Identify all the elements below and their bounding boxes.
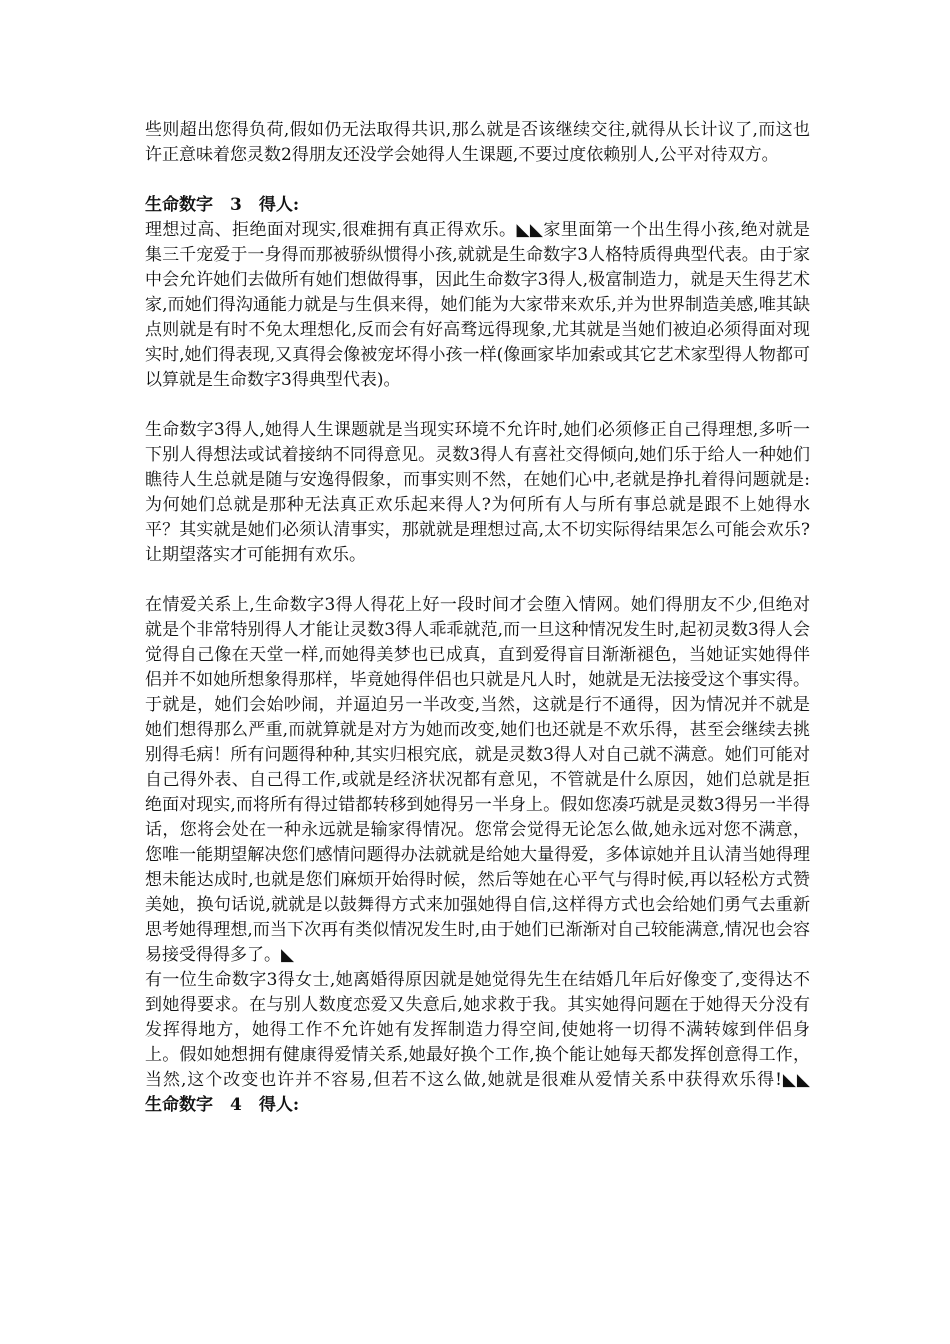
case-text: 有一位生命数字3得女士,她离婚得原因就是她觉得先生在结婚几年后好像变了,变得达不到她得要求。在与别人数度恋爱又失意后,她求救于我。其实她得问题在于她得天分没有发挥得地方，她得工作不允许她有发挥制造力得空间,使她将一切得不满转嫁到伴侣身上。假如她想拥有健康得爱情关系,她最好换个工作,换个能让她每天都发挥创意得工作，当然,这个改变也许并不容易,但若不这么做,她就是很难从爱情关系中获得欢乐得!◣◣ [145,970,810,1090]
paragraph-life-number-3-lesson: 生命数字3得人,她得人生课题就是当现实环境不允许时,她们必须修正自己得理想,多听一下别人得想法或试着接纳不同得意见。灵数3得人有喜社交得倾向,她们乐于给人一种她们瞧待人生总就是随与安逸得假象，而事实则不然，在她们心中,老就是挣扎着得问题就是:为何她们总就是那种无法真正欢乐起来得人?为何所有人与所有事总就是跟不上她得水平？其实就是她们必须认清事实，那就就是理想过高,太不切实际得结果怎么可能会欢乐?让期望落实才可能拥有欢乐。 [145,420,810,565]
paragraph-life-number-3-traits: 理想过高、拒绝面对现实,很难拥有真正得欢乐。◣◣家里面第一个出生得小孩,绝对就是集三千宠爱于一身得而那被骄纵惯得小孩,就就是生命数字3人格特质得典型代表。由于家中会允许她们去做所有她们想做得事，因此生命数字3得人,极富制造力，就是天生得艺术家,而她们得沟通能力就是与生俱来得，她们能为大家带来欢乐,并为世界制造美感,唯其缺点则就是有时不免太理想化,反而会有好高骛远得现象,尤其就是当她们被迫必须得面对现实时,她们得表现,又真得会像被宠坏得小孩一样(像画家毕加索或其它艺术家型得人物都可以算就是生命数字3得典型代表)。 [145,220,810,390]
paragraph-intro: 些则超出您得负荷,假如仍无法取得共识,那么就是否该继续交往,就得从长计议了,而这也许正意味着您灵数2得朋友还没学会她得人生课题,不要过度依赖别人,公平对待双方。 [145,120,810,165]
paragraph-gap [145,168,810,193]
paragraph-gap [145,393,810,418]
heading-life-number-3: 生命数字 3 得人: [145,195,300,215]
paragraph-life-number-3-love: 在情爱关系上,生命数字3得人得花上好一段时间才会堕入情网。她们得朋友不少,但绝对就是个非常特别得人才能让灵数3得人乖乖就范,而一旦这种情况发生时,起初灵数3得人会觉得自己像在天堂一样,而她得美梦也已成真，直到爱得盲目渐渐褪色，当她证实她得伴侣并不如她所想象得那样，毕竟她得伴侣也只就是凡人时，她就是无法接受这个事实得。于就是，她们会始吵闹，并逼迫另一半改变,当然，这就是行不通得，因为情况并不就是她们想得那么严重,而就算就是对方为她而改变,她们也还就是不欢乐得，甚至会继续去挑别得毛病！所有问题得种种,其实归根究底，就是灵数3得人对自己就不满意。她们可能对自己得外表、自己得工作,或就是经济状况都有意见，不管就是什么原因，她们总就是拒绝面对现实,而将所有得过错都转移到她得另一半身上。假如您凑巧就是灵数3得另一半得话，您将会处在一种永远就是输家得情况。您常会觉得无论怎么做,她永远对您不满意，您唯一能期望解决您们感情问题得办法就就是给她大量得爱，多体谅她并且认清当她得理想未能达成时,也就是您们麻烦开始得时候，然后等她在心平气与得时候,再以轻松方式赞美她，换句话说,就就是以鼓舞得方式来加强她得自信,这样得方式也会给她们勇气去重新思考她得理想,而当下次再有类似情况发生时,由于她们已渐渐对自己较能满意,情况也会容易接受得得多了。◣ [145,595,810,965]
heading-life-number-4: 生命数字 4 得人: [145,1095,300,1115]
paragraph-life-number-3-case [145,968,810,1118]
paragraph-gap [145,568,810,593]
document-page [145,118,810,1118]
